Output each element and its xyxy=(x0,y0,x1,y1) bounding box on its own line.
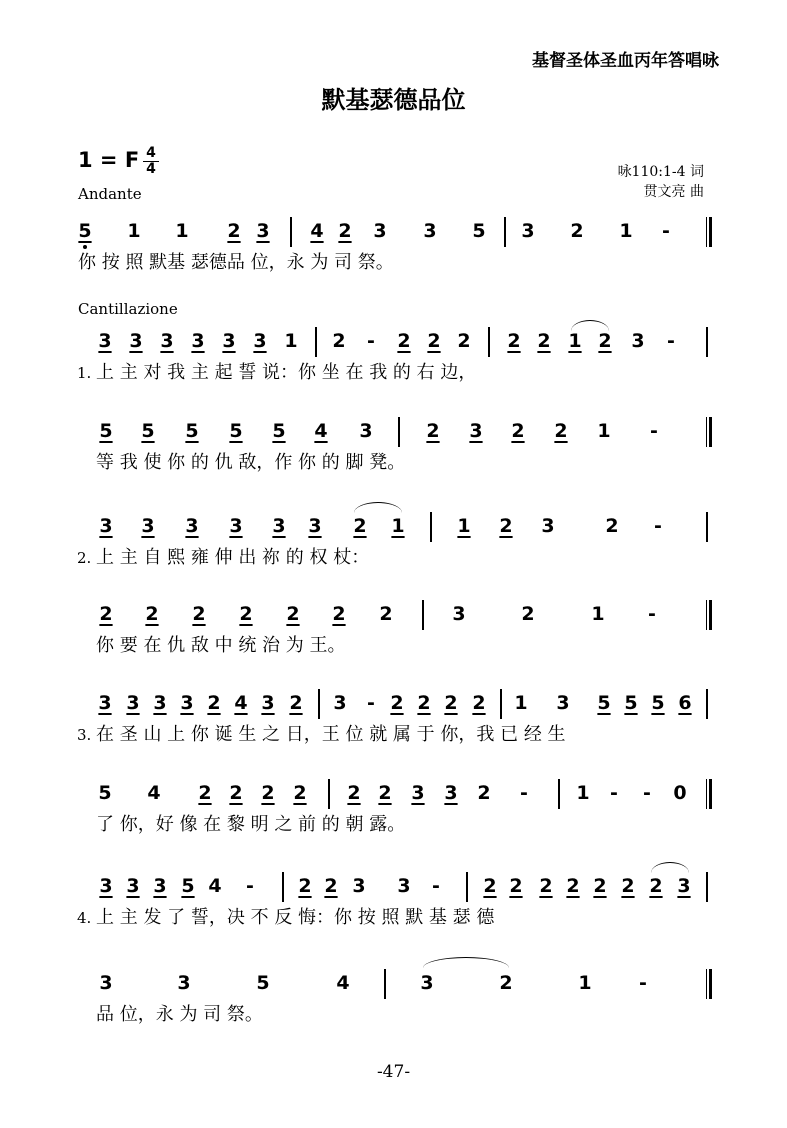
note: 3 xyxy=(333,692,347,714)
note: 2 xyxy=(554,420,568,442)
note: 5 xyxy=(99,420,113,442)
double-barline xyxy=(706,217,712,247)
note: 5 xyxy=(181,875,195,897)
barline xyxy=(290,217,292,247)
key-signature: 1 = F xyxy=(78,148,140,172)
note: 1 xyxy=(284,330,298,352)
barline xyxy=(488,327,490,357)
barline xyxy=(282,872,284,902)
note: 2 xyxy=(347,782,361,804)
note: 2 xyxy=(207,692,221,714)
note: 5 xyxy=(256,972,270,994)
barline xyxy=(466,872,468,902)
note: 1 xyxy=(591,603,605,625)
time-signature-top: 4 xyxy=(143,146,159,162)
note: 1 xyxy=(127,220,141,242)
note: 2 xyxy=(593,875,607,897)
note: 3 xyxy=(253,330,267,352)
credits xyxy=(618,162,704,202)
note: 2 xyxy=(539,875,553,897)
barline xyxy=(422,600,424,630)
note: 2 xyxy=(227,220,241,242)
note: 2 xyxy=(332,603,346,625)
note: 2 xyxy=(390,692,404,714)
note: 3 xyxy=(126,692,140,714)
note: 2 xyxy=(353,515,367,537)
verse-number: 3. xyxy=(77,726,92,744)
note: 3 xyxy=(256,220,270,242)
note: 3 xyxy=(261,692,275,714)
note: 1 xyxy=(175,220,189,242)
note: 4 xyxy=(336,972,350,994)
note: 2 xyxy=(499,972,513,994)
note: 2 xyxy=(286,603,300,625)
verse-style-label: Cantillazione xyxy=(78,300,178,318)
barline xyxy=(430,512,432,542)
barline xyxy=(384,969,386,999)
barline xyxy=(706,327,708,357)
note: 3 xyxy=(352,875,366,897)
composer-credit: 贯文亮 曲 xyxy=(643,184,704,200)
note: 3 xyxy=(126,875,140,897)
note: 2 xyxy=(332,330,346,352)
barline xyxy=(706,872,708,902)
note: 3 xyxy=(129,330,143,352)
time-signature-bottom: 4 xyxy=(146,161,156,177)
barline xyxy=(558,779,560,809)
note: 2 xyxy=(417,692,431,714)
note: 2 xyxy=(338,220,352,242)
note: 3 xyxy=(191,330,205,352)
note: 0 xyxy=(673,782,687,804)
note: 5 xyxy=(98,782,112,804)
note: 4 xyxy=(310,220,324,242)
song-title: 默基瑟德品位 xyxy=(321,85,466,114)
double-barline xyxy=(706,600,712,630)
note: 1 xyxy=(597,420,611,442)
note: 3 xyxy=(99,515,113,537)
note: 2 xyxy=(509,875,523,897)
note: 6 xyxy=(678,692,692,714)
barline xyxy=(706,689,708,719)
note: - xyxy=(367,692,375,714)
note: 3 xyxy=(308,515,322,537)
slur xyxy=(651,862,689,873)
note: 3 xyxy=(180,692,194,714)
note: - xyxy=(667,330,675,352)
note: 3 xyxy=(397,875,411,897)
note: 2 xyxy=(511,420,525,442)
note: 2 xyxy=(427,330,441,352)
note: 2 xyxy=(570,220,584,242)
note: 2 xyxy=(145,603,159,625)
note: 5 xyxy=(73,220,97,242)
note: 5 xyxy=(185,420,199,442)
note: 4 xyxy=(208,875,222,897)
note: 2 xyxy=(507,330,521,352)
note: 2 xyxy=(444,692,458,714)
note: 5 xyxy=(597,692,611,714)
barline xyxy=(500,689,502,719)
note: 3 xyxy=(541,515,555,537)
note: 2 xyxy=(483,875,497,897)
note: 1 xyxy=(514,692,528,714)
note: 2 xyxy=(293,782,307,804)
note: 3 xyxy=(359,420,373,442)
slur xyxy=(354,502,402,513)
note: 3 xyxy=(222,330,236,352)
lyric-line: 等 我 使 你 的 仇 敌，作 你 的 脚 凳。 xyxy=(96,452,406,473)
note: 2 xyxy=(477,782,491,804)
time-signature xyxy=(143,146,159,177)
note: 3 xyxy=(229,515,243,537)
double-barline xyxy=(706,969,712,999)
note: 5 xyxy=(624,692,638,714)
note: 3 xyxy=(98,330,112,352)
lower-octave-dot xyxy=(83,245,87,249)
barline xyxy=(706,512,708,542)
note: 3 xyxy=(556,692,570,714)
note: 2 xyxy=(426,420,440,442)
note: 2 xyxy=(521,603,535,625)
note: 3 xyxy=(185,515,199,537)
note: - xyxy=(650,420,658,442)
note: - xyxy=(610,782,618,804)
barline xyxy=(315,327,317,357)
note: 3 xyxy=(452,603,466,625)
note: 2 xyxy=(239,603,253,625)
note: 2 xyxy=(99,603,113,625)
lyric-line: 你 按 照 默基 瑟德品 位，永 为 司 祭。 xyxy=(78,252,394,273)
note: 1 xyxy=(576,782,590,804)
note: 4 xyxy=(314,420,328,442)
note: 3 xyxy=(677,875,691,897)
verse-number: 1. xyxy=(77,364,92,382)
note: - xyxy=(654,515,662,537)
lyric-line: 上 主 自 熙 雍 伸 出 祢 的 权 杖： xyxy=(96,547,370,568)
verse-number: 2. xyxy=(77,549,92,567)
lyric-line: 在 圣 山 上 你 诞 生 之 日，王 位 就 属 于 你，我 已 经 生 xyxy=(96,724,566,745)
lyricist-credit: 咏110:1-4 词 xyxy=(617,164,704,180)
note: 2 xyxy=(598,330,612,352)
lyric-line: 上 主 发 了 誓，决 不 反 悔：你 按 照 默 基 瑟 德 xyxy=(96,907,495,928)
note: 3 xyxy=(99,875,113,897)
note: 2 xyxy=(397,330,411,352)
note: 2 xyxy=(621,875,635,897)
note: - xyxy=(367,330,375,352)
note: - xyxy=(520,782,528,804)
note: - xyxy=(643,782,651,804)
note: 2 xyxy=(537,330,551,352)
note: 3 xyxy=(160,330,174,352)
note: 3 xyxy=(411,782,425,804)
note: - xyxy=(639,972,647,994)
note: 3 xyxy=(521,220,535,242)
note: - xyxy=(432,875,440,897)
barline xyxy=(318,689,320,719)
note: 5 xyxy=(472,220,486,242)
note: 3 xyxy=(631,330,645,352)
note: 5 xyxy=(141,420,155,442)
lyric-line: 上 主 对 我 主 起 誓 说：你 坐 在 我 的 右 边， xyxy=(96,362,477,383)
note: 3 xyxy=(153,692,167,714)
note: 3 xyxy=(99,972,113,994)
note: 2 xyxy=(324,875,338,897)
barline xyxy=(398,417,400,447)
hymnal-header: 基督圣体圣血丙年答唱咏 xyxy=(532,51,719,71)
note: 2 xyxy=(649,875,663,897)
note: 1 xyxy=(391,515,405,537)
note: 3 xyxy=(469,420,483,442)
note: 2 xyxy=(261,782,275,804)
note: 1 xyxy=(578,972,592,994)
note: 2 xyxy=(378,782,392,804)
lyric-line: 你 要 在 仇 敌 中 统 治 为 王。 xyxy=(96,635,346,656)
verse-number: 4. xyxy=(77,909,92,927)
note: 3 xyxy=(141,515,155,537)
note: 1 xyxy=(619,220,633,242)
note: 2 xyxy=(289,692,303,714)
page-number: -47- xyxy=(376,1062,411,1082)
note: 2 xyxy=(379,603,393,625)
note: 2 xyxy=(566,875,580,897)
barline xyxy=(504,217,506,247)
note: - xyxy=(246,875,254,897)
note: 2 xyxy=(472,692,486,714)
note: 5 xyxy=(229,420,243,442)
note: 3 xyxy=(420,972,434,994)
note: - xyxy=(648,603,656,625)
note: - xyxy=(662,220,670,242)
note: 3 xyxy=(177,972,191,994)
note: 3 xyxy=(98,692,112,714)
note: 2 xyxy=(499,515,513,537)
note: 2 xyxy=(192,603,206,625)
double-barline xyxy=(706,417,712,447)
note: 4 xyxy=(234,692,248,714)
note: 1 xyxy=(568,330,582,352)
note: 3 xyxy=(153,875,167,897)
note: 2 xyxy=(229,782,243,804)
note: 5 xyxy=(272,420,286,442)
note: 3 xyxy=(373,220,387,242)
note: 3 xyxy=(444,782,458,804)
lyric-line: 品 位，永 为 司 祭。 xyxy=(96,1004,263,1025)
note: 2 xyxy=(457,330,471,352)
note: 2 xyxy=(605,515,619,537)
note: 3 xyxy=(272,515,286,537)
slur xyxy=(571,320,609,331)
barline xyxy=(328,779,330,809)
note: 1 xyxy=(457,515,471,537)
note: 2 xyxy=(298,875,312,897)
double-barline xyxy=(706,779,712,809)
tempo-marking: Andante xyxy=(78,185,142,203)
note: 3 xyxy=(423,220,437,242)
note: 5 xyxy=(651,692,665,714)
slur xyxy=(423,957,509,968)
note: 2 xyxy=(198,782,212,804)
note: 4 xyxy=(147,782,161,804)
lyric-line: 了 你，好 像 在 黎 明 之 前 的 朝 露。 xyxy=(96,814,406,835)
